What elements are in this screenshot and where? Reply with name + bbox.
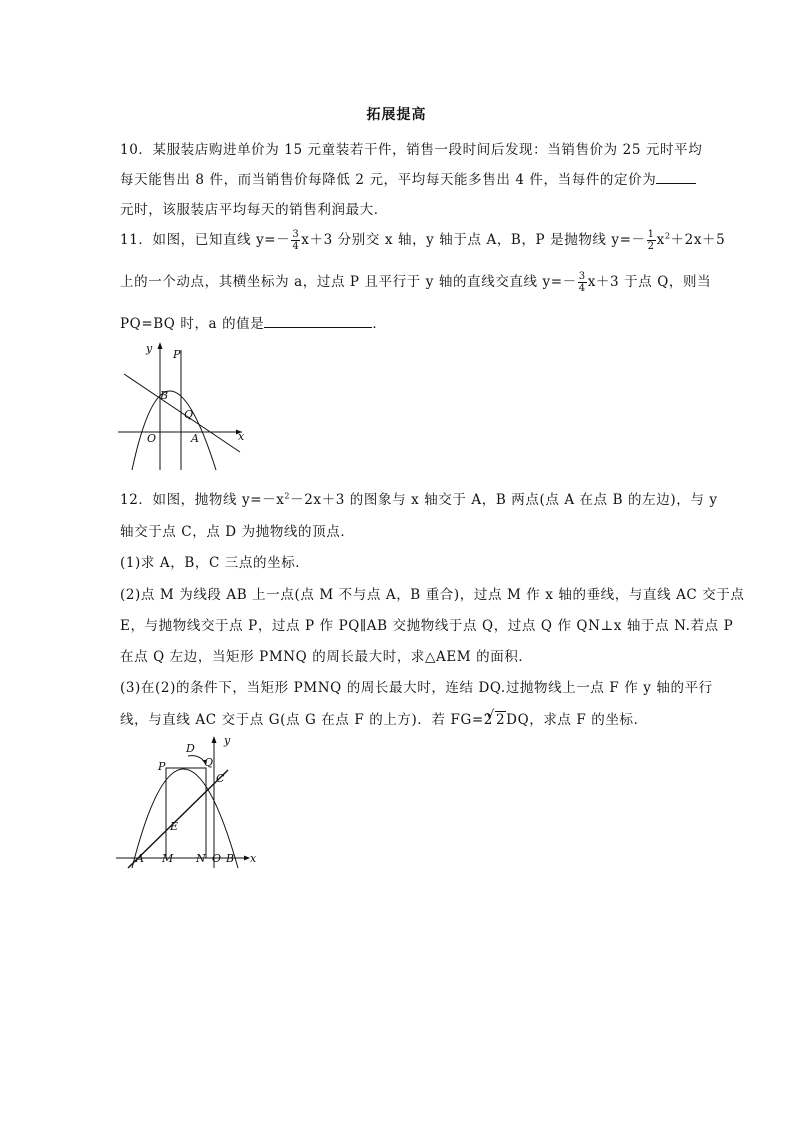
parabola [132, 391, 216, 470]
q11-l1-b: x＋3 分别交 x 轴，y 轴于点 A，B，P 是抛物线 y=－ [301, 232, 646, 248]
q10-answer-blank [656, 171, 696, 184]
q11-line1 [120, 228, 725, 252]
q11-fraction-1-2 [647, 229, 656, 252]
label-c: C [216, 772, 225, 785]
q12-line2: 轴交于点 C，点 D 为抛物线的顶点． [120, 524, 355, 540]
section-title: 拓展提高 [366, 107, 427, 123]
label-e: E [170, 820, 179, 833]
y-axis-arrow [212, 736, 217, 743]
frac-num: 3 [292, 229, 300, 240]
frac-num: 3 [578, 271, 586, 282]
label-a: A [136, 852, 144, 865]
q12-line4: (2)点 M 为线段 AB 上一点(点 M 不与点 A，B 重合)，过点 M 作 x 轴的垂线，与直线 AC 交于点 [120, 587, 745, 603]
label-a: A [191, 432, 199, 445]
label-q: Q [184, 408, 194, 421]
frac-num: 1 [647, 229, 655, 240]
label-b: B [226, 852, 235, 865]
q11-l3-a: PQ=BQ 时，a 的值是 [120, 316, 265, 332]
q10-line2 [120, 168, 696, 188]
q11-fraction-3-4 [291, 229, 300, 252]
frac-den: 2 [647, 241, 655, 252]
label-o: O [147, 432, 157, 445]
label-p: P [173, 348, 181, 361]
q12-l1-a: 12．如图，抛物线 y=－x [120, 492, 285, 508]
label-x: x [238, 430, 245, 443]
q12-l1-b: －2x＋3 的图象与 x 轴交于 A，B 两点(点 A 在点 B 的左边)，与 y [290, 492, 718, 508]
q12-line6: 在点 Q 左边，当矩形 PMNQ 的周长最大时，求△AEM 的面积． [120, 649, 533, 665]
y-axis-arrow [158, 342, 163, 349]
frac-den: 4 [578, 283, 586, 294]
rectangle-pmnq [166, 768, 206, 858]
q11-l2-b: x＋3 于点 Q，则当 [587, 274, 712, 290]
q12-line3: (1)求 A，B，C 三点的坐标． [120, 555, 310, 571]
label-o: O [212, 852, 222, 865]
q12-line5: E，与抛物线交于点 P，过点 P 作 PQ∥AB 交抛物线于点 Q，过点 Q 作 QN⊥x 轴于点 N.若点 P [120, 618, 734, 634]
label-p: P [158, 760, 166, 773]
q12-l8-b: DQ，求点 F 的坐标． [506, 712, 648, 728]
label-n: N [196, 852, 206, 865]
q11-l1-d: ＋2x＋5 [670, 232, 726, 248]
q11-l2-a: 上的一个动点，其横坐标为 a，过点 P 且平行于 y 轴的直线交直线 y=－ [120, 274, 577, 290]
q11-l1-a: 11．如图，已知直线 y=－ [120, 232, 291, 248]
q12-line1 [120, 488, 718, 508]
label-d: D [186, 742, 195, 755]
q12-exponent: 2 [284, 491, 291, 501]
q11-exponent: 2 [664, 231, 671, 241]
frac-den: 4 [292, 241, 300, 252]
label-q: Q [204, 756, 214, 769]
q11-answer-blank [264, 315, 372, 328]
label-y: y [224, 734, 231, 747]
label-x: x [250, 852, 257, 865]
line-ab [124, 374, 240, 452]
q12-figure [116, 734, 258, 872]
q10-line3: 元时，该服装店平均每天的销售利润最大． [120, 202, 388, 218]
q11-figure [118, 340, 250, 472]
q11-l3-b: ． [372, 316, 387, 332]
q11-l1-c: x [656, 232, 665, 248]
q12-sqrt: √ 2 [495, 711, 506, 728]
q11-line3 [120, 312, 387, 332]
q11-fraction-3-4-b [578, 271, 587, 294]
q11-line2 [120, 270, 711, 294]
label-b: B [160, 389, 169, 402]
q12-line8 [120, 708, 648, 728]
q10-line1: 10．某服装店购进单价为 15 元童装若干件，销售一段时间后发现：当销售价为 25 元时平均 [120, 142, 703, 158]
q12-line7: (3)在(2)的条件下，当矩形 PMNQ 的周长最大时，连结 DQ.过抛物线上一点 F 作 y 轴的平行 [120, 680, 713, 696]
q12-l8-a: 线，与直线 AC 交于点 G(点 G 在点 F 的上方)．若 FG=2 [120, 712, 493, 728]
label-y: y [146, 342, 153, 355]
q10-line2-text: 每天能售出 8 件，而当销售价每降低 2 元，平均每天能多售出 4 件，当每件的定价为 [120, 172, 657, 188]
label-m: M [162, 852, 174, 865]
